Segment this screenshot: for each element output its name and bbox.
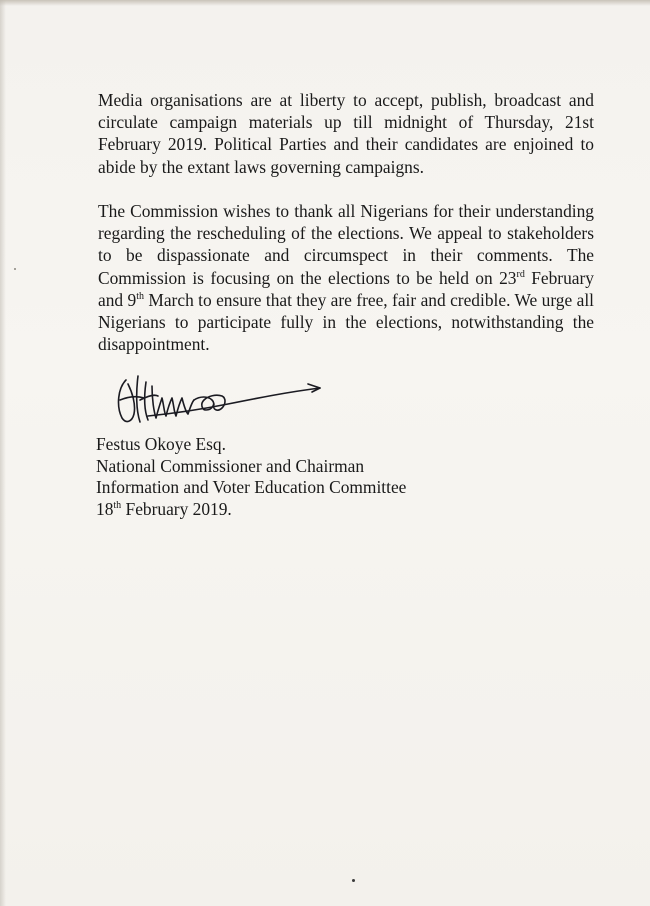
signature-icon (108, 370, 328, 434)
paragraph-2-part-a: The Commission wishes to thank all Nigerians for their understanding regarding the rescheduling of the elections. We appeal to stakeholders to be dispassionate and circumspect in their comments. The Commission is focusing on the elections to be held on 23 (98, 201, 594, 288)
paragraph-2-part-b: February and 9 (98, 267, 594, 310)
paper-top-edge (0, 0, 650, 6)
paper-speck (14, 268, 16, 270)
ordinal-suffix-th: th (136, 290, 144, 302)
paragraph-commission-thanks (98, 200, 594, 355)
signatory-name: Festus Okoye Esq. (96, 434, 226, 454)
signatory-title-line-1: National Commissioner and Chairman (96, 455, 365, 476)
date-day: 18 (96, 498, 114, 519)
signature-date (96, 499, 406, 521)
date-rest: February 2019. (121, 498, 232, 519)
paper-speck (352, 879, 355, 882)
paper-left-edge (0, 0, 6, 906)
signatory-title-line-2: Information and Voter Education Committee (96, 477, 407, 498)
date-ordinal-suffix: th (113, 499, 122, 511)
paragraph-campaign-materials: Media organisations are at liberty to accept, publish, broadcast and circulate campaign materials up till midnight of Thursday, 21st February 2019. Political Parties and their candidates are enjoined to abide by the extant laws governing campaigns. (98, 90, 594, 177)
signature-block (96, 434, 406, 520)
ordinal-suffix-rd: rd (516, 268, 525, 280)
paragraph-2-part-c: March to ensure that they are free, fair and credible. We urge all Nigerians to participate fully in the elections, notwithstanding the disappointment. (98, 289, 595, 355)
